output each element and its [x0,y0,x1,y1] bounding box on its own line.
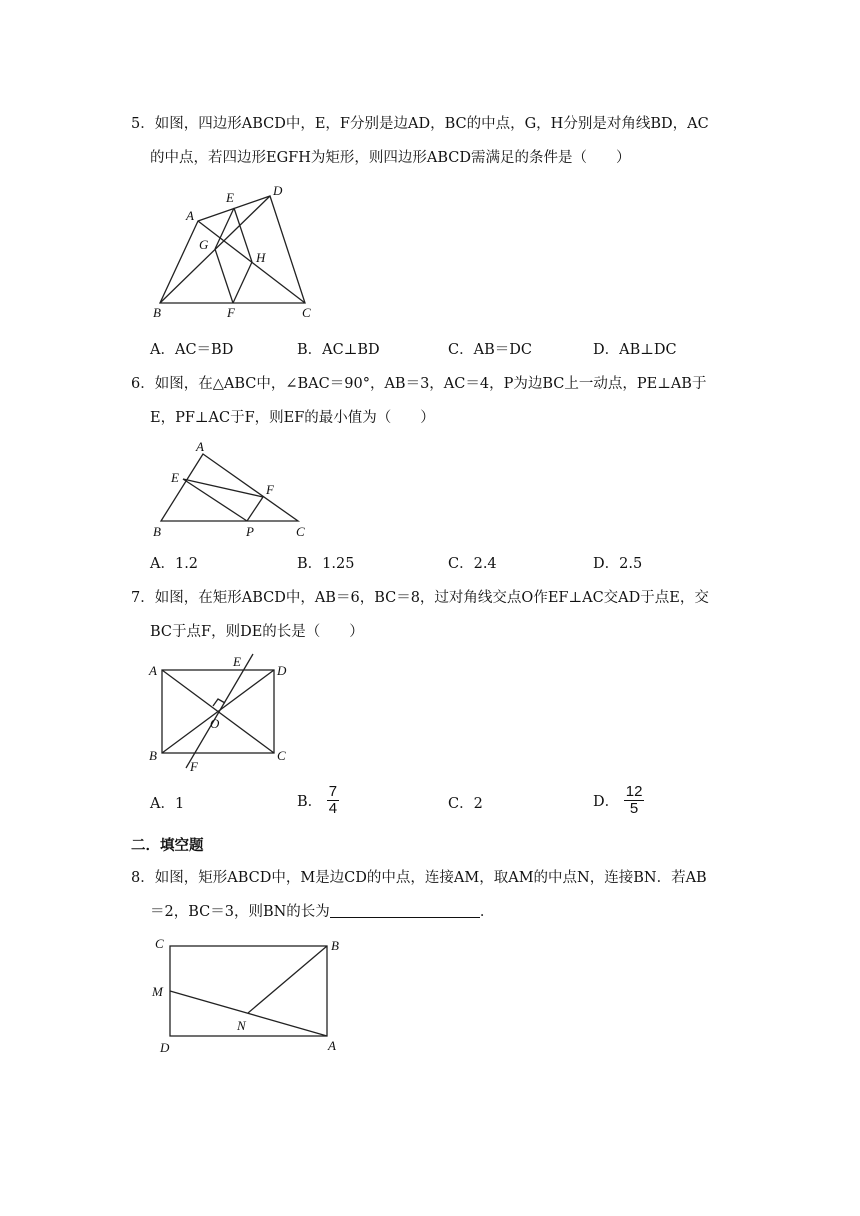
q5-option-b[interactable]: B．AC⊥BD [297,342,380,358]
q7-stem-line2: BC于点F，则DE的长是（ ） [150,624,364,640]
q6-label-p: P [246,524,254,539]
q5-label-c: C [302,305,311,320]
q7-option-d-fraction [624,784,645,817]
q6-label-a: A [196,439,204,454]
q7-option-b-letter: B． [297,793,323,810]
q7-option-c[interactable]: C．2 [448,796,483,812]
q6-stem-line1: 6．如图，在△ABC中，∠BAC＝90°，AB＝3，AC＝4，P为边BC上一动点，PE⊥AB于 [131,376,707,392]
q8-figure [148,930,348,1055]
q6-option-b[interactable]: B．1.25 [297,556,355,572]
q7-option-b-numerator: 7 [328,783,338,800]
q8-label-c: C [155,936,164,951]
q5-label-a: A [186,208,194,223]
q5-option-d[interactable]: D．AB⊥DC [593,342,677,358]
q5-option-c[interactable]: C．AB＝DC [448,342,532,358]
q6-label-c: C [296,524,305,539]
q7-option-d-letter: D． [593,793,620,810]
q5-label-b: B [153,305,161,320]
q7-label-a: A [149,663,157,678]
q7-option-d-denominator: 5 [629,799,639,817]
q8-stem-line2-end: ． [479,904,495,920]
q5-label-e: E [226,190,234,205]
q7-option-b-denominator: 4 [328,799,338,817]
q8-stem-line2 [150,900,494,921]
q7-label-f: F [190,759,198,774]
q5-stem-line2: 的中点，若四边形EGFH为矩形，则四边形ABCD需满足的条件是（ ） [150,150,631,166]
q7-option-b[interactable] [297,784,339,817]
q8-answer-blank[interactable] [330,903,480,918]
q8-stem-line2-text: ＝2，BC＝3，则BN的长为 [150,904,330,920]
q7-option-d-numerator: 12 [625,783,643,800]
q6-option-c[interactable]: C．2.4 [448,556,497,572]
q8-label-b: B [331,938,339,953]
q8-label-m: M [152,984,163,999]
q7-label-b: B [149,748,157,763]
q6-stem-line2: E，PF⊥AC于F，则EF的最小值为（ ） [150,410,435,426]
section-title-fill-in: 二．填空题 [131,838,204,854]
q8-label-d: D [160,1040,170,1055]
q7-label-e: E [233,654,241,669]
q6-option-d[interactable]: D．2.5 [593,556,643,572]
q5-stem-line1: 5．如图，四边形ABCD中，E，F分别是边AD，BC的中点，G，H分别是对角线BD，AC [131,116,709,132]
q7-option-d[interactable] [593,784,644,817]
q8-stem-line1: 8．如图，矩形ABCD中，M是边CD的中点，连接AM，取AM的中点N，连接BN．若AB [131,870,707,886]
q7-label-d: D [277,663,287,678]
q6-figure [150,435,320,545]
q5-option-a[interactable]: A．AC＝BD [150,342,234,358]
q8-label-n: N [237,1018,246,1033]
q6-option-a[interactable]: A．1.2 [150,556,199,572]
q7-figure [145,650,295,775]
q7-label-c: C [277,748,286,763]
q5-label-f: F [227,305,235,320]
q6-label-e: E [171,470,179,485]
q5-figure [150,180,330,325]
q8-label-a: A [328,1038,336,1053]
q5-label-g: G [199,237,209,252]
q7-stem-line1: 7．如图，在矩形ABCD中，AB＝6，BC＝8，过对角线交点O作EF⊥AC交AD于点E，交 [131,590,709,606]
q6-label-b: B [153,524,161,539]
q7-option-a[interactable]: A．1 [150,796,185,812]
q6-label-f: F [266,482,274,497]
q7-option-b-fraction [327,784,339,817]
q7-label-o: O [210,716,220,731]
q5-label-d: D [273,183,283,198]
q5-label-h: H [256,250,266,265]
